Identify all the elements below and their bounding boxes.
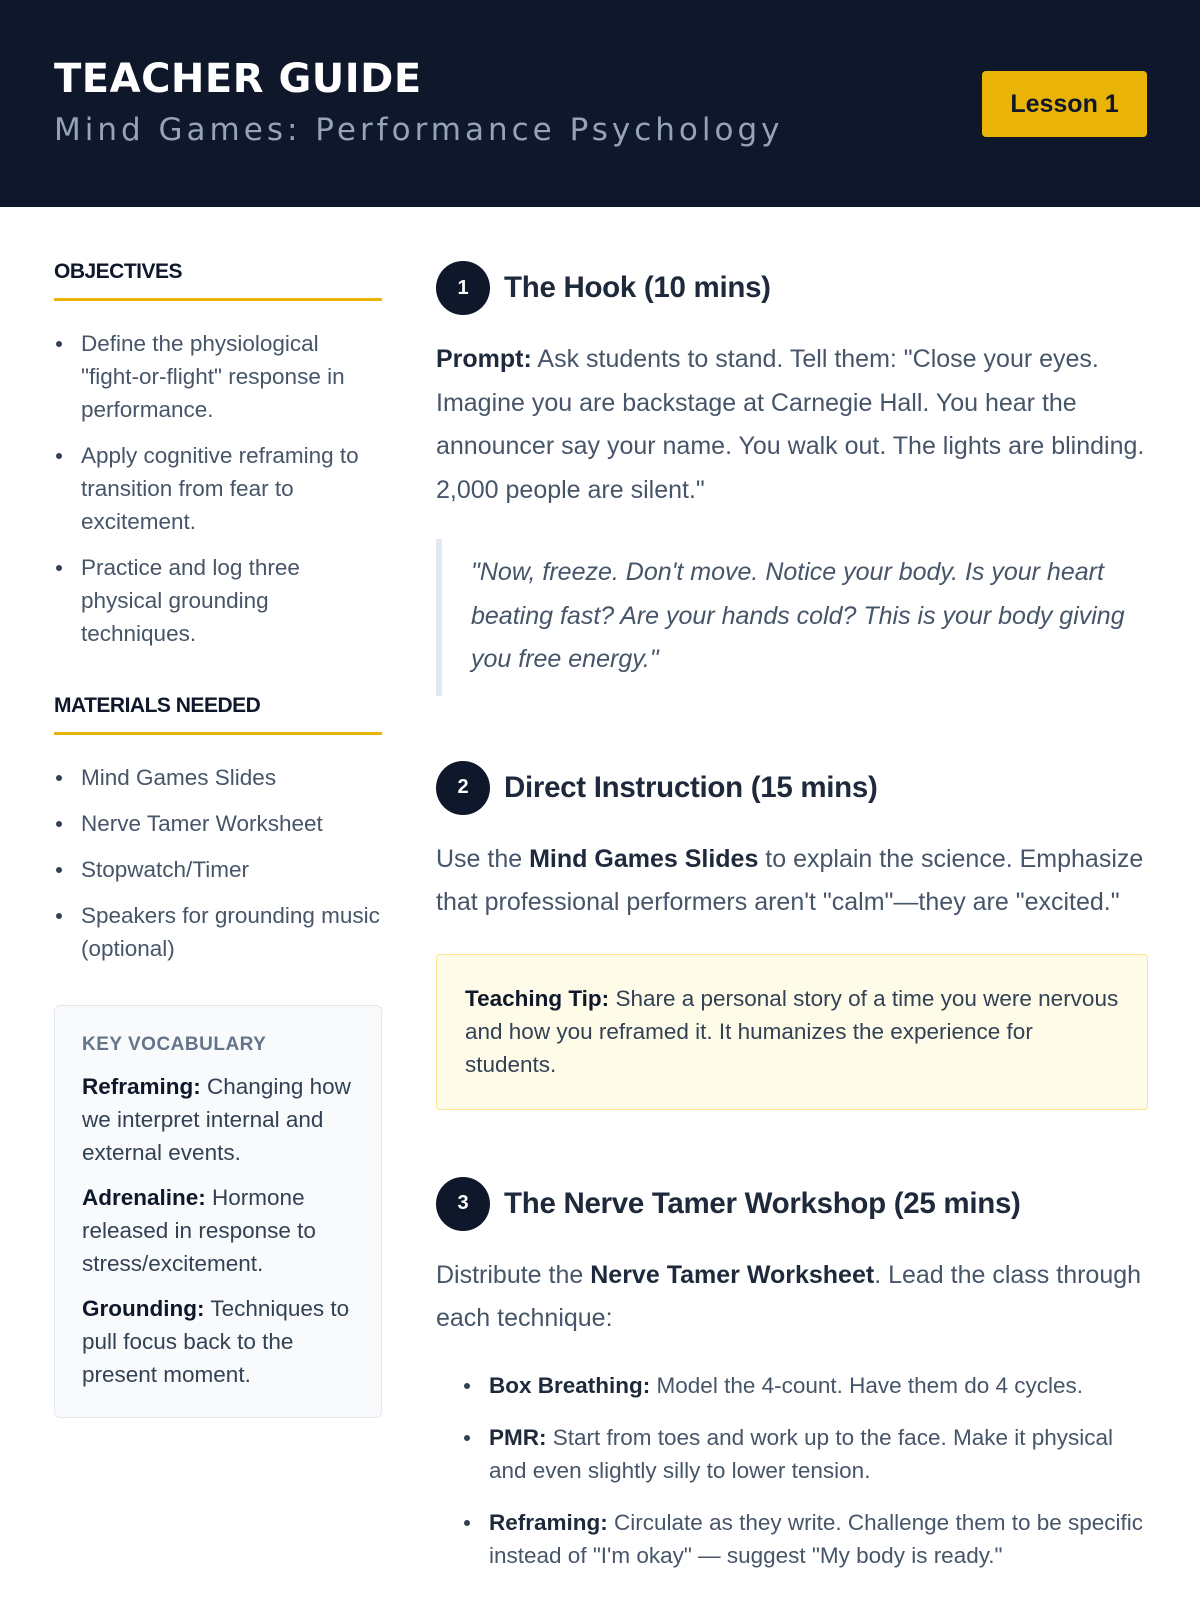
step-title: The Hook (10 mins) [504, 271, 771, 304]
step-title: Direct Instruction (15 mins) [504, 770, 878, 804]
objective-item: Practice and log three physical grounding techniques. [54, 551, 382, 650]
technique-label: Reframing: [489, 1509, 608, 1535]
page-header [0, 0, 1200, 207]
material-item: Stopwatch/Timer [54, 853, 382, 886]
objective-item: Apply cognitive reframing to transition from fear to excitement. [54, 439, 382, 538]
text-segment: Distribute the [436, 1260, 591, 1289]
step-header [436, 760, 1148, 816]
technique-text: Start from toes and work up to the face. Make it physical and even slightly silly to lower tension. [489, 1424, 1114, 1483]
vocabulary-definition: Techniques to pull focus back to the present moment. [82, 1296, 350, 1387]
text-segment: Use the [436, 844, 530, 873]
vocabulary-definition: Changing how we interpret internal and external events. [82, 1074, 351, 1165]
tip-text: Share a personal story of a time you were nervous and how you reframed it. It humanizes the experience for students. [465, 985, 1119, 1077]
technique-label: Box Breathing: [489, 1372, 651, 1398]
tip-label: Teaching Tip: [465, 985, 610, 1011]
step-title: The Nerve Tamer Workshop (25 mins) [504, 1186, 1021, 1220]
step-header [436, 260, 1148, 316]
step-header [436, 1176, 1148, 1232]
materials-list [54, 761, 382, 965]
technique-item [436, 1506, 1148, 1572]
vocabulary-term: Adrenaline: [82, 1185, 206, 1210]
sidebar [54, 260, 382, 1418]
technique-text: Model the 4-count. Have them do 4 cycles. [656, 1372, 1083, 1398]
lesson-badge: Lesson 1 [982, 71, 1147, 137]
objectives-heading: OBJECTIVES [54, 260, 382, 301]
direct-instruction-text [436, 838, 1148, 925]
objectives-list [54, 327, 382, 650]
slides-reference: Mind Games Slides [529, 844, 759, 873]
materials-heading: MATERIALS NEEDED [54, 694, 382, 735]
vocabulary-term: Reframing: [82, 1074, 201, 1099]
hook-prompt [436, 338, 1148, 512]
technique-label: PMR: [489, 1424, 547, 1450]
text-segment: to explain the science. Emphasize that professional performers aren't "calm"—they are "excited." [436, 844, 1144, 916]
material-item: Mind Games Slides [54, 761, 382, 794]
material-item: Speakers for grounding music (optional) [54, 899, 382, 965]
step-number-badge: 3 [436, 1177, 490, 1231]
main-content [436, 260, 1148, 1591]
vocabulary-item [82, 1181, 355, 1280]
technique-item [436, 1421, 1148, 1487]
technique-list [436, 1369, 1148, 1572]
hook-quote: "Now, freeze. Don't move. Notice your body. Is your heart beating fast? Are your hands cold? This is your body giving you free energy." [436, 539, 1148, 696]
text-segment: . Lead the class through each technique: [436, 1260, 1142, 1332]
worksheet-reference: Nerve Tamer Worksheet [590, 1260, 875, 1289]
step-number-badge: 1 [436, 261, 490, 315]
vocabulary-box [54, 1005, 382, 1418]
vocabulary-item [82, 1070, 355, 1169]
step-number-badge: 2 [436, 761, 490, 815]
vocabulary-term: Grounding: [82, 1296, 205, 1321]
workshop-text [436, 1254, 1148, 1341]
vocabulary-heading: KEY VOCABULARY [82, 1034, 267, 1055]
vocabulary-item [82, 1292, 355, 1391]
technique-item [436, 1369, 1148, 1402]
material-item: Nerve Tamer Worksheet [54, 807, 382, 840]
technique-text: Circulate as they write. Challenge them to be specific instead of "I'm okay" — suggest "My body is ready." [489, 1509, 1144, 1568]
prompt-text: Ask students to stand. Tell them: "Close your eyes. Imagine you are backstage at Carnegie Hall. You hear the announcer say your name. You walk out. The lights are blinding. 2,000 people are silent." [436, 345, 1145, 504]
page-title: TEACHER GUIDE [54, 56, 422, 102]
objective-item: Define the physiological "fight-or-flight" response in performance. [54, 327, 382, 426]
page-subtitle: Mind Games: Performance Psychology [54, 112, 784, 148]
teaching-tip-box [436, 954, 1148, 1110]
vocabulary-definition: Hormone released in response to stress/excitement. [82, 1185, 316, 1276]
prompt-label: Prompt: [436, 345, 532, 373]
